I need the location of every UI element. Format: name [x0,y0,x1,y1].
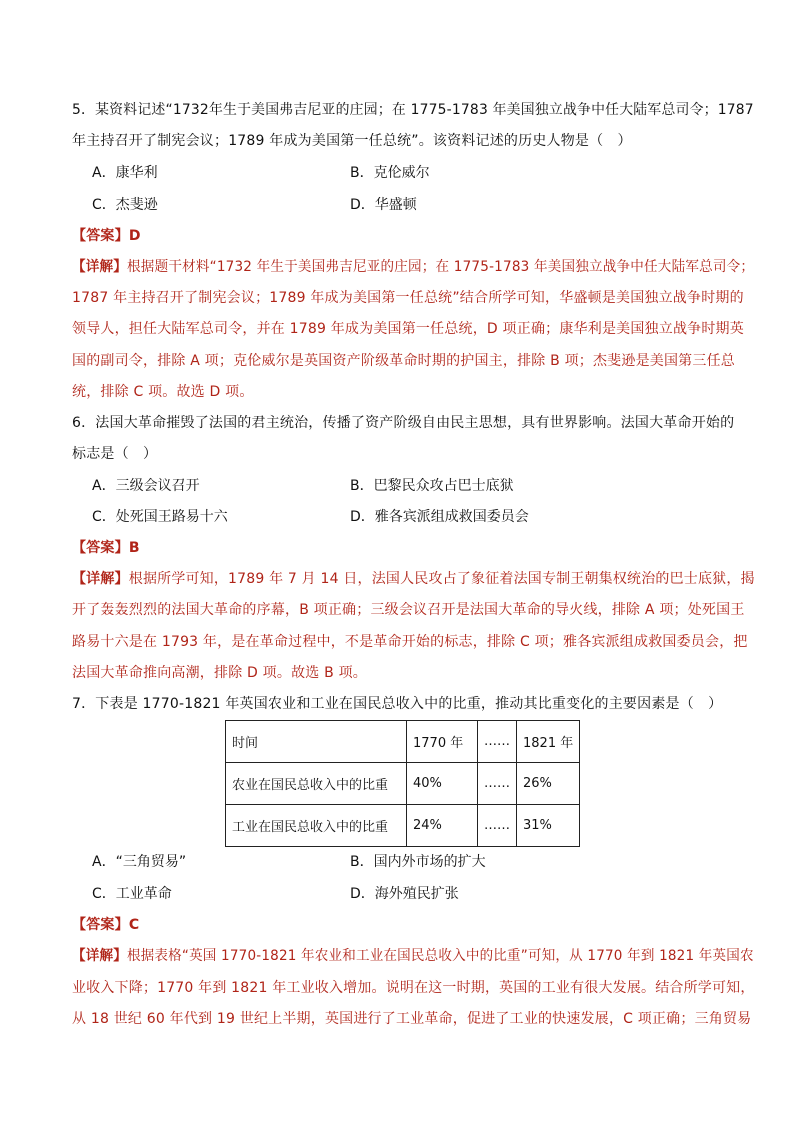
q7-option-b: B．国内外市场的扩大 [350,854,486,870]
table-cell: 1821 年 [517,721,580,763]
q5-explain-line: 国的副司令，排除 A 项；克伦威尔是英国资产阶级革命时期的护国主，排除 B 项；杰斐逊是美国第三任总 [72,353,735,369]
table-cell: 31% [517,805,580,847]
answer-value: D [128,228,141,244]
table-cell: 26% [517,763,580,805]
q6-stem-line1: 6．法国大革命摧毁了法国的君主统治，传播了资产阶级自由民主思想，具有世界影响。法国大革命开始的 [72,415,735,431]
table-cell: …… [478,763,517,805]
income-share-table [225,720,580,847]
explain-text: 根据所学可知，1789 年 7 月 14 日，法国人民攻占了象征着法国专制王朝集权统治的巴士底狱，揭 [128,571,755,587]
q6-explain-line: 法国大革命推向高潮，排除 D 项。故选 B 项。 [72,665,367,681]
table-cell: 农业在国民总收入中的比重 [226,763,407,805]
table-cell: 24% [407,805,478,847]
q6-stem-line2: 标志是（ ） [72,446,158,462]
q5-explain-line: 统，排除 C 项。故选 D 项。 [72,384,254,400]
q7-explain-line: 业收入下降；1770 年到 1821 年工业收入增加。说明在这一时期，英国的工业有很大发展。结合所学可知， [72,980,755,996]
table-row [226,763,580,805]
q5-explain-line: 领导人，担任大陆军总司令，并在 1789 年成为美国第一任总统，D 项正确；康华利是美国独立战争时期英 [72,321,744,337]
q7-explain-line: 从 18 世纪 60 年代到 19 世纪上半期，英国进行了工业革命，促进了工业的快速发展，C 项正确；三角贸易 [72,1011,752,1027]
q6-option-a: A．三级会议召开 [92,478,200,494]
table-cell: 时间 [226,721,407,763]
q5-stem-line2: 年主持召开了制宪会议；1789 年成为美国第一任总统”。该资料记述的历史人物是（ ） [72,133,632,149]
explain-tag: 【详解】 [72,259,128,275]
q5-explain-line [72,257,754,277]
q5-option-c: C．杰斐逊 [92,197,158,213]
table-cell: …… [478,721,517,763]
q6-option-b: B．巴黎民众攻占巴士底狱 [350,478,514,494]
q6-answer [72,538,140,558]
q5-option-b: B．克伦威尔 [350,165,430,181]
q7-stem: 7．下表是 1770-1821 年英国农业和工业在国民总收入中的比重，推动其比重变化的主要因素是（ ） [72,696,723,712]
answer-tag: 【答案】 [72,917,129,933]
q6-explain-line: 路易十六是在 1793 年，是在革命过程中，不是革命开始的标志，排除 C 项；雅各宾派组成救国委员会，把 [72,634,748,650]
answer-value: B [128,540,140,556]
table-cell: 1770 年 [407,721,478,763]
q6-option-d: D．雅各宾派组成救国委员会 [350,509,529,525]
table-header-row [226,721,580,763]
q5-option-a: A．康华利 [92,165,158,181]
q5-answer [72,226,141,246]
explain-text: 根据题干材料“1732 年生于美国弗吉尼亚的庄园；在 1775-1783 年美国独立战争中任大陆军总司令； [127,259,755,275]
q5-explain-line: 1787 年主持召开了制宪会议；1789 年成为美国第一任总统”结合所学可知，华盛顿是美国独立战争时期的 [72,290,744,306]
q5-stem-line1: 5．某资料记述“1732年生于美国弗吉尼亚的庄园；在 1775-1783 年美国独立战争中任大陆军总司令；1787 [72,102,754,118]
q7-option-a: A．“三角贸易” [92,854,187,870]
table-cell: …… [478,805,517,847]
q6-explain-line: 开了轰轰烈烈的法国大革命的序幕，B 项正确；三级会议召开是法国大革命的导火线，排除 A 项；处死国王 [72,602,745,618]
table-cell: 工业在国民总收入中的比重 [226,805,407,847]
q6-option-c: C．处死国王路易十六 [92,509,228,525]
q7-answer [72,915,139,935]
q7-option-d: D．海外殖民扩张 [350,886,459,902]
q7-explain-line [72,946,754,966]
explain-text: 根据表格“英国 1770-1821 年农业和工业在国民总收入中的比重”可知，从 1770 年到 1821 年英国农 [126,948,754,964]
q6-explain-line [72,569,755,589]
answer-tag: 【答案】 [72,228,129,244]
explain-tag: 【详解】 [72,948,127,964]
q7-option-c: C．工业革命 [92,886,172,902]
explain-tag: 【详解】 [72,571,129,587]
answer-value: C [128,917,140,933]
table-cell: 40% [407,763,478,805]
table-row [226,805,580,847]
answer-tag: 【答案】 [72,540,129,556]
q5-option-d: D．华盛顿 [350,197,417,213]
